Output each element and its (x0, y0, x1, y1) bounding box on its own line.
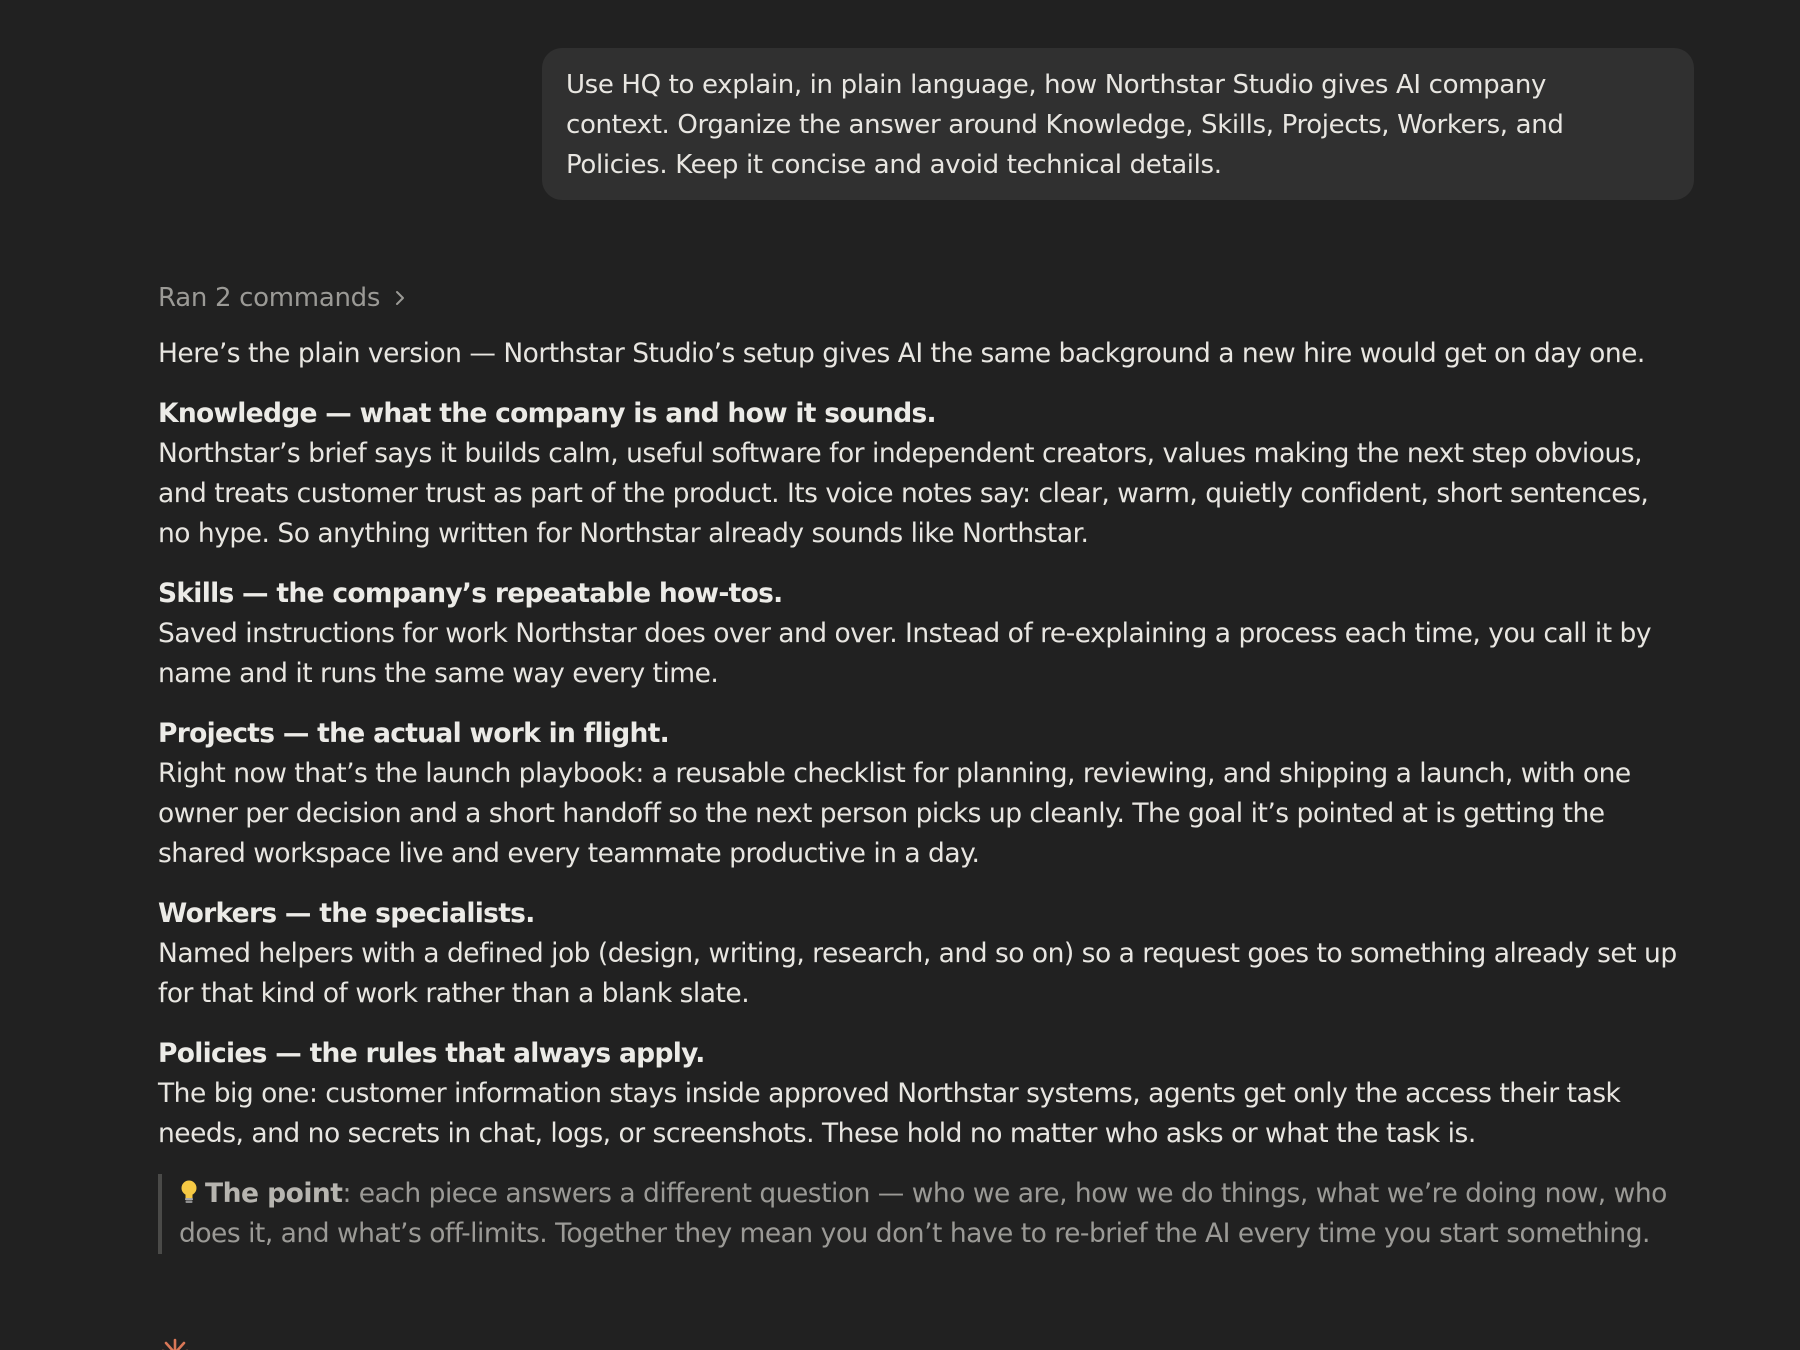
callout-label: The point (205, 1178, 343, 1209)
section-line: and treats customer trust as part of the product. Its voice notes say: clear, warm, quietly confident, short sentences, (158, 478, 1649, 509)
sparkle-asterisk-icon (160, 1338, 190, 1350)
user-message-line: Policies. Keep it concise and avoid technical details. (566, 150, 1222, 180)
point-callout (158, 1174, 1718, 1254)
section-line: no hype. So anything written for Northstar already sounds like Northstar. (158, 518, 1089, 549)
section-projects (158, 714, 1718, 874)
callout-text: : each piece answers a different question — who we are, how we do things, what we’re doing now, who (342, 1178, 1667, 1209)
callout-line (179, 1174, 1718, 1214)
section-title: Skills — the company’s repeatable how-tos. (158, 578, 783, 609)
section-line: owner per decision and a short handoff so the next person picks up cleanly. The goal it’s pointed at is getting the (158, 798, 1605, 829)
ran-commands-label: Ran 2 commands (158, 283, 381, 313)
section-line: for that kind of work rather than a blank slate. (158, 978, 750, 1009)
section-line: Right now that’s the launch playbook: a reusable checklist for planning, reviewing, and shipping a launch, with one (158, 758, 1631, 789)
assistant-response (158, 276, 1718, 1254)
callout-line: does it, and what’s off-limits. Together they mean you don’t have to re-brief the AI every time you start something. (179, 1218, 1650, 1249)
section-policies (158, 1034, 1718, 1154)
section-title: Knowledge — what the company is and how it sounds. (158, 398, 936, 429)
section-title: Projects — the actual work in flight. (158, 718, 670, 749)
section-title: Policies — the rules that always apply. (158, 1038, 705, 1069)
section-line: Northstar’s brief says it builds calm, useful software for independent creators, values making the next step obvious, (158, 438, 1643, 469)
section-skills (158, 574, 1718, 694)
section-line: needs, and no secrets in chat, logs, or screenshots. These hold no matter who asks or what the task is. (158, 1118, 1476, 1149)
section-title: Workers — the specialists. (158, 898, 535, 929)
section-line: shared workspace live and every teammate productive in a day. (158, 838, 980, 869)
section-workers (158, 894, 1718, 1014)
section-line: Named helpers with a defined job (design, writing, research, and so on) so a request goes to something already set up (158, 938, 1677, 969)
user-message-line: context. Organize the answer around Knowledge, Skills, Projects, Workers, and (566, 110, 1564, 140)
lightbulb-icon (179, 1179, 199, 1205)
user-message-bubble (542, 48, 1694, 200)
section-line: The big one: customer information stays inside approved Northstar systems, agents get only the access their task (158, 1078, 1621, 1109)
section-knowledge (158, 394, 1718, 554)
ran-commands-toggle[interactable] (158, 276, 1718, 320)
response-intro: Here’s the plain version — Northstar Studio’s setup gives AI the same background a new hire would get on day one. (158, 338, 1645, 369)
section-line: Saved instructions for work Northstar does over and over. Instead of re-explaining a process each time, you call it by (158, 618, 1652, 649)
section-line: name and it runs the same way every time. (158, 658, 719, 689)
user-message-line: Use HQ to explain, in plain language, how Northstar Studio gives AI company (566, 70, 1547, 100)
chevron-right-icon (392, 288, 408, 308)
